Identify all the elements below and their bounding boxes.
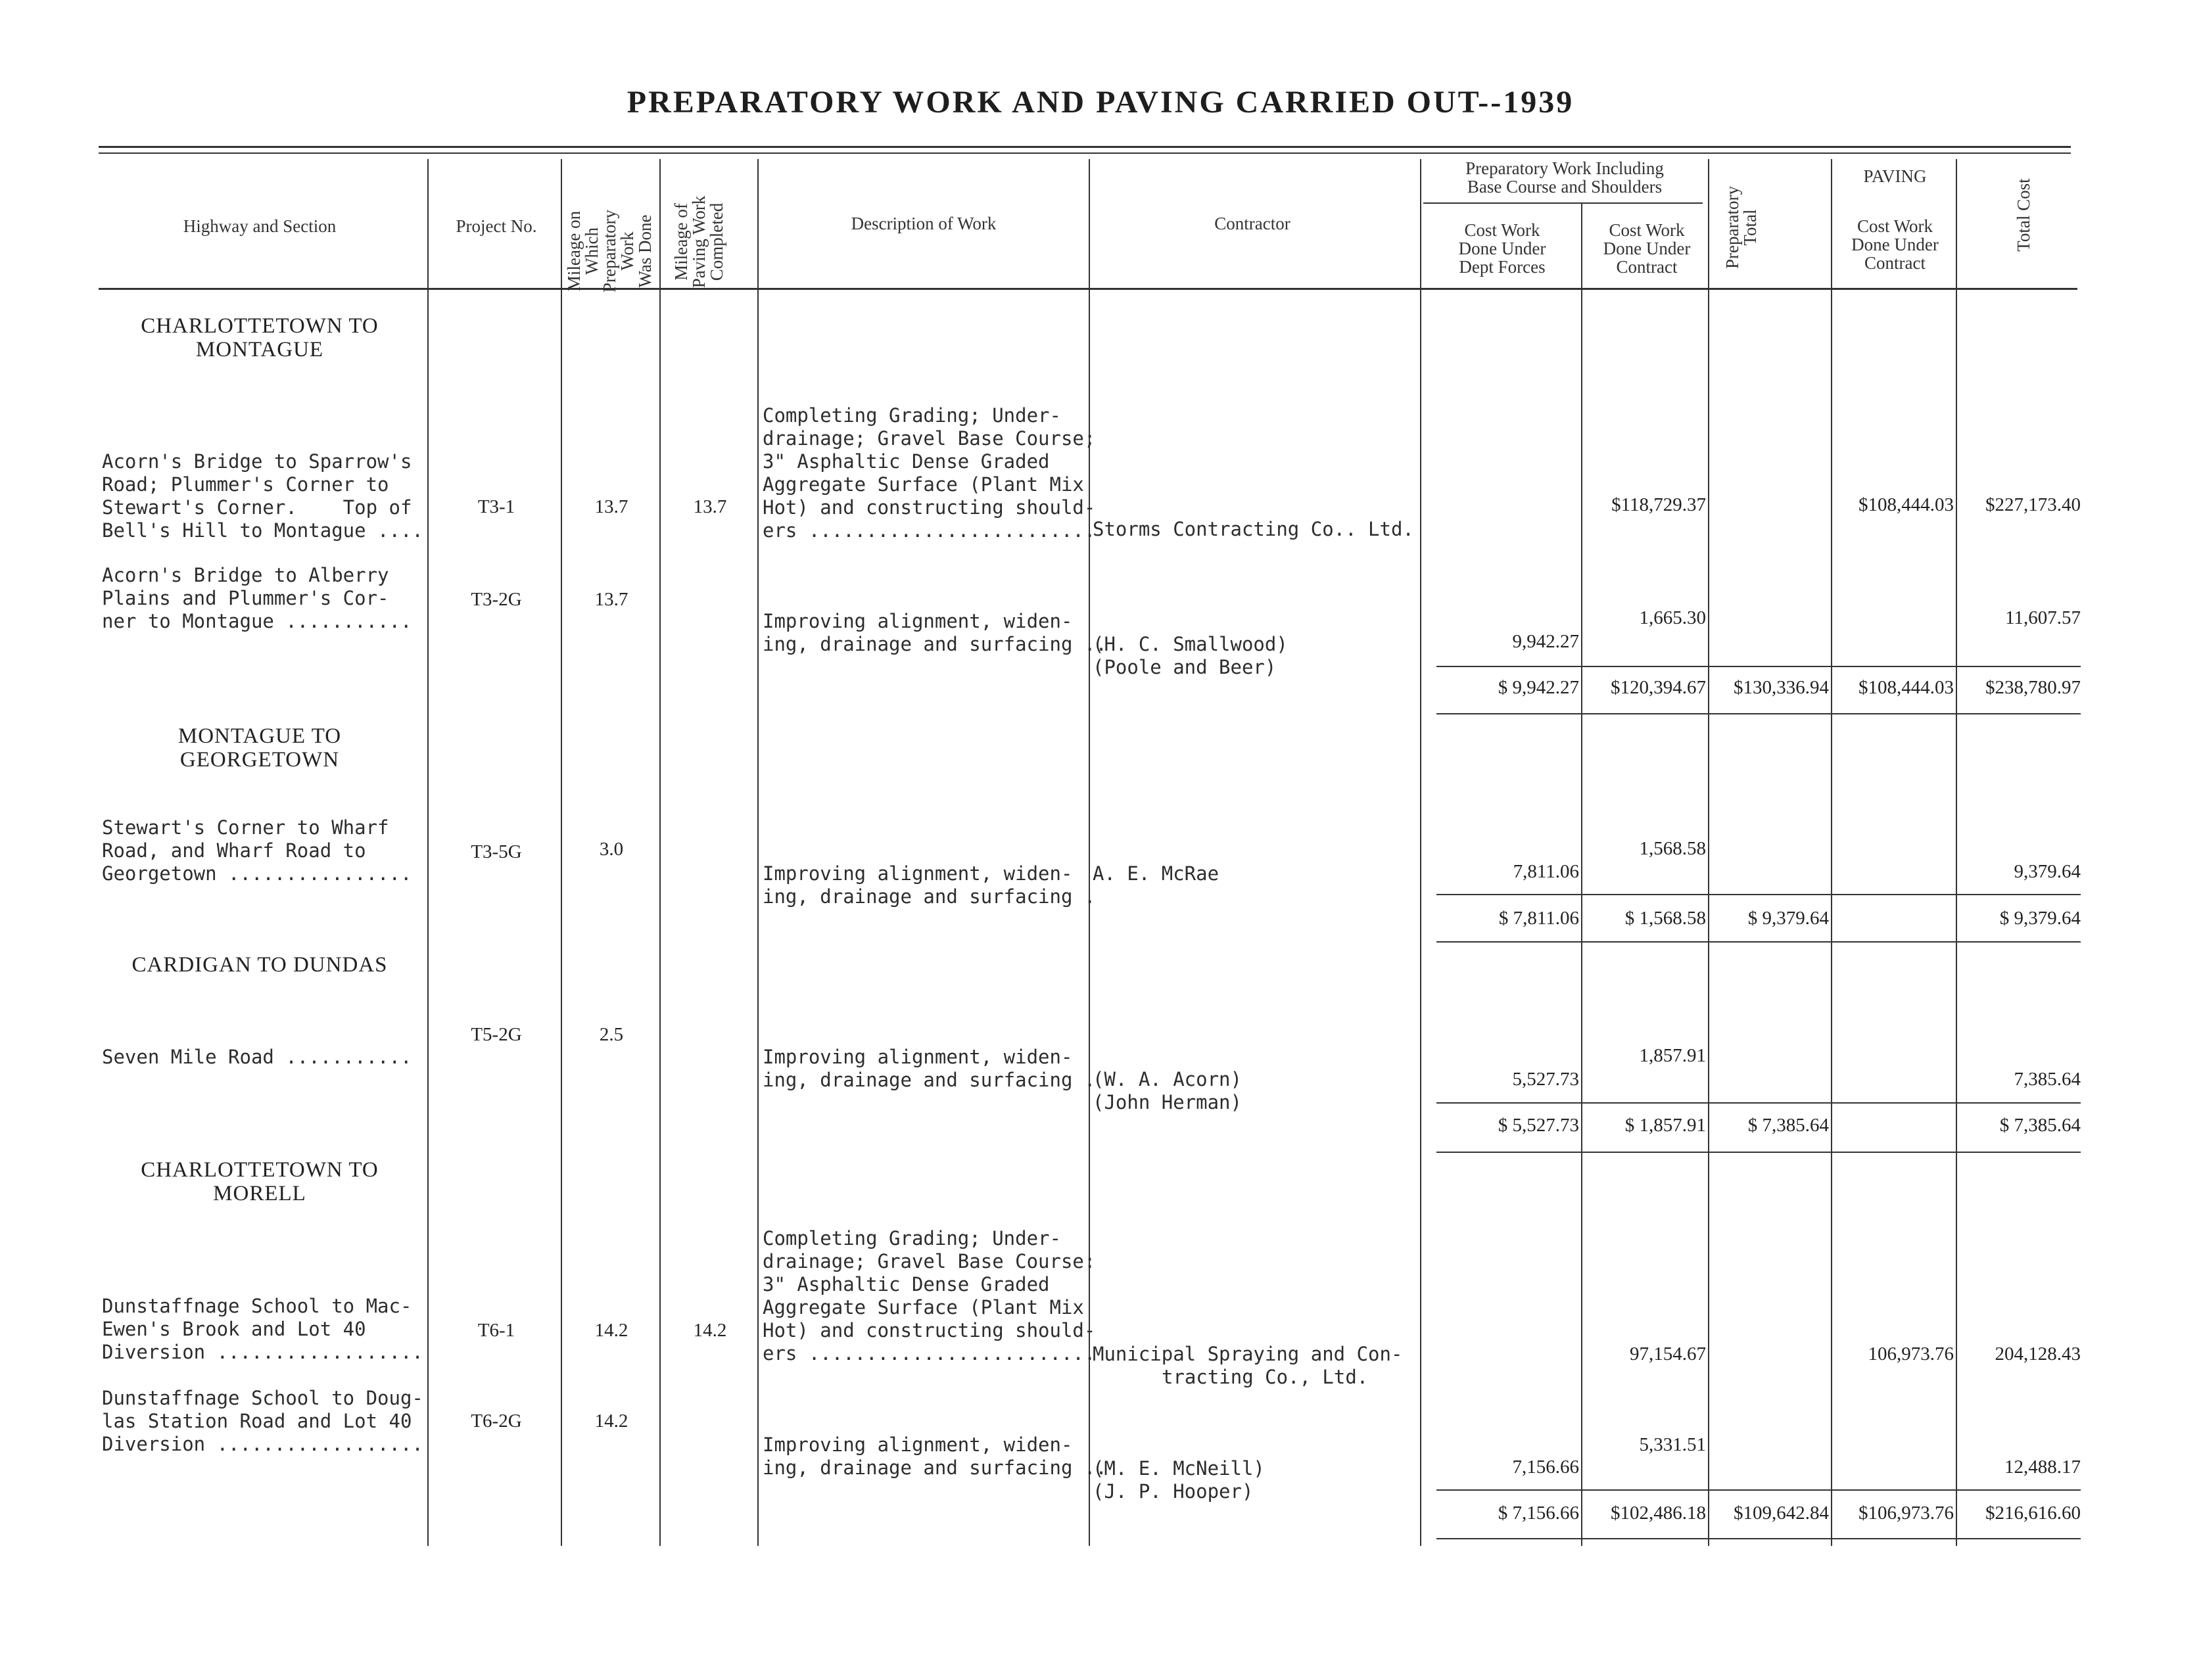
project-number: T5-2G bbox=[471, 1024, 522, 1045]
col-rule-dept bbox=[1581, 204, 1582, 1546]
mileage-prep-value: 13.7 bbox=[594, 589, 628, 610]
subtotal-total: $ 7,385.64 bbox=[1999, 1115, 2081, 1136]
mileage-paving-value: 14.2 bbox=[693, 1320, 727, 1341]
subtotal-prep-total: $ 9,379.64 bbox=[1747, 908, 1829, 929]
subtotal-rule bbox=[1436, 666, 2081, 667]
header-description: Description of Work bbox=[851, 214, 997, 233]
description-text: Completing Grading; Under- drainage; Gravel Base Course; 3" Asphaltic Dense Graded Aggregate Surface (Plant Mix Hot) and constructing should- ers ......................... bbox=[763, 404, 1096, 542]
col-rule-mileage-paving bbox=[757, 159, 759, 1546]
total-cost: 12,488.17 bbox=[2004, 1457, 2081, 1478]
col-rule-mileage-prep bbox=[659, 159, 661, 1546]
mileage-prep-value: 13.7 bbox=[594, 496, 628, 517]
subtotal-dept: $ 7,156.66 bbox=[1498, 1503, 1579, 1524]
description-text: Improving alignment, widen- ing, drainage and surfacing .. bbox=[763, 610, 1107, 655]
contractor-text: A. E. McRae bbox=[1093, 862, 1219, 885]
header-prep-group: Preparatory Work Including Base Course and Shoulders bbox=[1465, 158, 1664, 197]
project-number: T6-1 bbox=[477, 1320, 515, 1341]
dept-cost: 5,527.73 bbox=[1512, 1069, 1579, 1090]
contract-cost: 1,568.58 bbox=[1639, 838, 1706, 859]
mileage-prep-value: 14.2 bbox=[594, 1320, 628, 1341]
col-rule-contract bbox=[1708, 159, 1709, 1546]
contract-cost: 5,331.51 bbox=[1639, 1434, 1706, 1455]
total-cost: 9,379.64 bbox=[2014, 861, 2081, 882]
subtotal-dept: $ 9,942.27 bbox=[1498, 677, 1579, 698]
subtotal-rule bbox=[1436, 1102, 2081, 1104]
col-rule-contractor bbox=[1420, 159, 1421, 1546]
total-cost: 11,607.57 bbox=[2005, 607, 2081, 628]
col-rule-prep-total bbox=[1831, 159, 1832, 1546]
subtotal-total: $216,616.60 bbox=[1985, 1503, 2081, 1524]
contractor-text: Municipal Spraying and Con- tracting Co., Ltd. bbox=[1093, 1343, 1403, 1388]
mileage-paving-value: 13.7 bbox=[693, 496, 727, 517]
dept-cost: 7,811.06 bbox=[1513, 861, 1579, 882]
header-top-rule bbox=[99, 146, 2071, 148]
contract-cost: 1,665.30 bbox=[1639, 607, 1706, 628]
total-cost: $227,173.40 bbox=[1985, 494, 2081, 515]
mileage-prep-value: 3.0 bbox=[599, 839, 624, 860]
dept-cost: 7,156.66 bbox=[1512, 1457, 1579, 1478]
paving-cost: $108,444.03 bbox=[1858, 494, 1954, 515]
subtotal-prep-total: $109,642.84 bbox=[1734, 1503, 1829, 1524]
subtotal-bottom-rule bbox=[1436, 1152, 2081, 1153]
subtotal-rule bbox=[1436, 1489, 2081, 1491]
subtotal-contract: $ 1,568.58 bbox=[1624, 908, 1706, 929]
subtotal-prep-total: $ 7,385.64 bbox=[1747, 1115, 1829, 1136]
contract-cost: $118,729.37 bbox=[1611, 494, 1706, 515]
section-heading: CARDIGAN TO DUNDAS bbox=[131, 953, 388, 977]
col-rule-project bbox=[561, 159, 562, 1546]
header-dept-forces: Cost Work Done Under Dept Forces bbox=[1458, 220, 1546, 277]
dept-cost: 9,942.27 bbox=[1512, 631, 1579, 652]
header-contract: Cost Work Done Under Contract bbox=[1603, 220, 1691, 277]
subtotal-dept: $ 5,527.73 bbox=[1498, 1115, 1579, 1136]
subtotal-prep-total: $130,336.94 bbox=[1734, 677, 1829, 698]
subtotal-total: $ 9,379.64 bbox=[1999, 908, 2081, 929]
subtotal-total: $238,780.97 bbox=[1985, 677, 2081, 698]
mileage-prep-value: 14.2 bbox=[594, 1411, 628, 1432]
header-mileage-prep: Mileage on Which Preparatory Work Was Done bbox=[564, 210, 655, 292]
project-number: T3-5G bbox=[471, 841, 522, 862]
prep-group-rule bbox=[1423, 202, 1703, 204]
subtotal-dept: $ 7,811.06 bbox=[1498, 908, 1579, 929]
description-text: Improving alignment, widen- ing, drainage and surfacing .. bbox=[763, 1434, 1107, 1479]
header-mileage-paving: Mileage of Paving Work Completed bbox=[671, 195, 726, 289]
header-prep-total: Preparatory Total bbox=[1722, 186, 1760, 269]
highway-section-text: Stewart's Corner to Wharf Road, and Wharf Road to Georgetown ................ bbox=[102, 816, 412, 885]
header-bottom-rule bbox=[99, 288, 2077, 290]
mileage-prep-value: 2.5 bbox=[599, 1024, 624, 1045]
header-project: Project No. bbox=[456, 216, 537, 236]
subtotal-contract: $ 1,857.91 bbox=[1624, 1115, 1706, 1136]
project-number: T6-2G bbox=[471, 1411, 522, 1432]
description-text: Improving alignment, widen- ing, drainage and surfacing . bbox=[763, 1046, 1096, 1091]
col-rule-paving bbox=[1956, 159, 1957, 1546]
total-cost: 7,385.64 bbox=[2014, 1069, 2081, 1090]
highway-section-text: Dunstaffnage School to Mac- Ewen's Brook and Lot 40 Diversion .................. bbox=[102, 1295, 423, 1363]
col-rule-highway bbox=[427, 159, 429, 1546]
contractor-text: (M. E. McNeill) (J. P. Hooper) bbox=[1093, 1457, 1265, 1503]
header-paving: Cost Work Done Under Contract bbox=[1851, 216, 1939, 273]
subtotal-paving: $108,444.03 bbox=[1858, 677, 1954, 698]
highway-section-text: Seven Mile Road ........... bbox=[102, 1046, 412, 1068]
contractor-text: (H. C. Smallwood) (Poole and Beer) bbox=[1093, 633, 1288, 678]
subtotal-rule bbox=[1436, 894, 2081, 895]
paving-cost: 106,973.76 bbox=[1868, 1343, 1954, 1365]
contractor-text: Storms Contracting Co.. Ltd. bbox=[1093, 518, 1414, 540]
header-contractor: Contractor bbox=[1214, 214, 1290, 233]
project-number: T3-2G bbox=[471, 589, 522, 610]
subtotal-paving: $106,973.76 bbox=[1858, 1503, 1954, 1524]
subtotal-bottom-rule bbox=[1436, 941, 2081, 943]
header-highway: Highway and Section bbox=[183, 216, 337, 236]
section-heading: CHARLOTTETOWN TO MONTAGUE bbox=[141, 314, 379, 362]
highway-section-text: Acorn's Bridge to Sparrow's Road; Plummer's Corner to Stewart's Corner. Top of Bell's Hill to Montague .... bbox=[102, 450, 423, 542]
section-heading: CHARLOTTETOWN TO MORELL bbox=[141, 1158, 379, 1205]
header-paving-group: PAVING bbox=[1863, 166, 1927, 186]
header-total-cost: Total Cost bbox=[2014, 178, 2033, 252]
highway-section-text: Dunstaffnage School to Doug- las Station Road and Lot 40 Diversion .................. bbox=[102, 1387, 423, 1455]
subtotal-contract: $120,394.67 bbox=[1611, 677, 1706, 698]
contract-cost: 97,154.67 bbox=[1630, 1343, 1706, 1365]
subtotal-bottom-rule bbox=[1436, 1538, 2081, 1539]
subtotal-bottom-rule bbox=[1436, 713, 2081, 714]
description-text: Improving alignment, widen- ing, drainage and surfacing . bbox=[763, 862, 1096, 908]
description-text: Completing Grading; Under- drainage; Gravel Base Course: 3" Asphaltic Dense Graded Aggregate Surface (Plant Mix Hot) and constructing should- ers ......................... bbox=[763, 1227, 1096, 1365]
contractor-text: (W. A. Acorn) (John Herman) bbox=[1093, 1068, 1242, 1113]
page-title: PREPARATORY WORK AND PAVING CARRIED OUT--1939 bbox=[627, 85, 1574, 120]
project-number: T3-1 bbox=[477, 496, 515, 517]
header-top-rule-2 bbox=[99, 152, 2071, 154]
total-cost: 204,128.43 bbox=[1995, 1343, 2081, 1365]
contract-cost: 1,857.91 bbox=[1639, 1045, 1706, 1066]
subtotal-contract: $102,486.18 bbox=[1611, 1503, 1706, 1524]
highway-section-text: Acorn's Bridge to Alberry Plains and Plummer's Cor- ner to Montague ........... bbox=[102, 564, 412, 632]
section-heading: MONTAGUE TO GEORGETOWN bbox=[178, 724, 342, 772]
